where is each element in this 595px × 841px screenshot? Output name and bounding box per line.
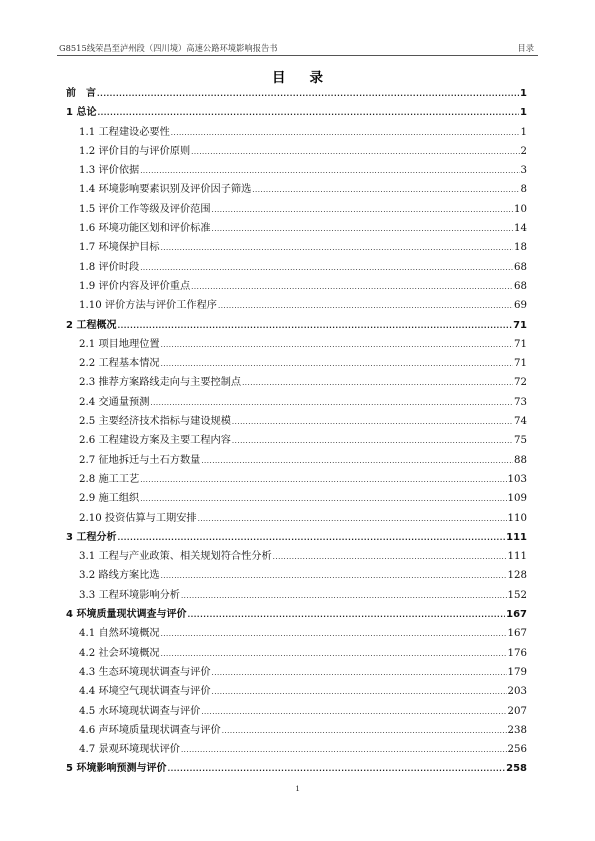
toc-chapter-entry[interactable] (66, 84, 527, 103)
toc-dot-leader (212, 223, 514, 234)
toc-section-entry[interactable] (66, 682, 527, 701)
toc-dot-leader (242, 377, 513, 388)
toc-dot-leader (150, 397, 513, 408)
page-header (57, 41, 538, 56)
toc-entry-title: 1 总论 (66, 107, 97, 119)
toc-section-entry[interactable] (66, 296, 527, 315)
toc-dot-leader (97, 88, 519, 99)
toc-entry-title: 2.4 交通量预测 (79, 396, 150, 408)
toc-section-entry[interactable] (66, 566, 527, 585)
toc-section-entry[interactable] (66, 354, 527, 373)
toc-dot-leader (191, 146, 519, 157)
toc-section-entry[interactable] (66, 644, 527, 663)
toc-chapter-entry[interactable] (66, 103, 527, 122)
toc-entry-page: 176 (507, 647, 527, 659)
toc-entry-title: 2.6 工程建设方案及主要工程内容 (79, 435, 231, 447)
toc-entry-page: 75 (514, 435, 527, 447)
toc-entry-page: 1 (520, 126, 527, 138)
toc-section-entry[interactable] (66, 142, 527, 161)
toc-dot-leader (140, 262, 513, 273)
toc-entry-page: 111 (506, 531, 527, 543)
toc-entry-title: 4.7 景观环境现状评价 (79, 744, 180, 756)
toc-entry-page: 71 (514, 358, 527, 370)
toc-entry-page: 69 (514, 300, 527, 312)
toc-entry-title: 1.7 环境保护目标 (79, 242, 160, 254)
toc-dot-leader (181, 744, 507, 755)
toc-entry-title: 2.1 项目地理位置 (79, 338, 160, 350)
toc-dot-leader (167, 763, 505, 774)
toc-entry-title: 2.7 征地拆迁与土石方数量 (79, 454, 201, 466)
toc-dot-leader (201, 455, 513, 466)
toc-entry-title: 1.4 环境影响要素识别及评价因子筛选 (79, 184, 252, 196)
toc-section-entry[interactable] (66, 663, 527, 682)
toc-section-entry[interactable] (66, 586, 527, 605)
toc-section-entry[interactable] (66, 431, 527, 450)
toc-section-entry[interactable] (66, 238, 527, 257)
header-document-title: G8515线荣昌至泸州段（四川境）高速公路环境影响报告书 (59, 43, 278, 53)
toc-entry-page: 152 (507, 589, 527, 601)
toc-entry-page: 73 (514, 396, 527, 408)
toc-entry-title: 5 环境影响预测与评价 (66, 763, 167, 775)
toc-entry-page: 14 (514, 223, 527, 235)
toc-dot-leader (218, 300, 513, 311)
toc-entry-title: 4.3 生态环境现状调查与评价 (79, 666, 211, 678)
toc-chapter-entry[interactable] (66, 316, 527, 335)
toc-section-entry[interactable] (66, 470, 527, 489)
toc-entry-title: 2.10 投资估算与工期安排 (79, 512, 197, 524)
toc-entry-title: 1.1 工程建设必要性 (79, 126, 170, 138)
toc-dot-leader (198, 513, 507, 524)
toc-entry-title: 2.9 施工组织 (79, 493, 140, 505)
page-number: 1 (295, 783, 300, 793)
toc-section-entry[interactable] (66, 393, 527, 412)
toc-entry-title: 1.9 评价内容及评价重点 (79, 280, 191, 292)
toc-dot-leader (117, 532, 505, 543)
toc-entry-page: 8 (520, 184, 527, 196)
toc-dot-leader (191, 281, 513, 292)
toc-dot-leader (201, 706, 506, 717)
toc-entry-title: 2.8 施工工艺 (79, 473, 140, 485)
toc-dot-leader (117, 320, 512, 331)
toc-section-entry[interactable] (66, 489, 527, 508)
toc-entry-title: 2 工程概况 (66, 319, 117, 331)
toc-entry-page: 167 (506, 609, 527, 621)
toc-section-entry[interactable] (66, 258, 527, 277)
toc-entry-page: 1 (520, 88, 527, 99)
toc-dot-leader (97, 107, 519, 118)
toc-section-entry[interactable] (66, 180, 527, 199)
toc-dot-leader (161, 648, 507, 659)
toc-entry-title: 4.2 社会环境概况 (79, 647, 160, 659)
toc-entry-page: 72 (514, 377, 527, 389)
toc-dot-leader (181, 590, 507, 601)
toc-chapter-entry[interactable] (66, 759, 527, 778)
toc-entry-title: 4.4 环境空气现状调查与评价 (79, 686, 211, 698)
toc-entry-page: 88 (514, 454, 527, 466)
toc-dot-leader (222, 725, 507, 736)
toc-entry-title: 3 工程分析 (66, 531, 117, 543)
toc-entry-title: 3.2 路线方案比选 (79, 570, 160, 582)
toc-chapter-entry[interactable] (66, 605, 527, 624)
toc-dot-leader (212, 204, 514, 215)
toc-dot-leader (187, 609, 505, 620)
toc-section-entry[interactable] (66, 451, 527, 470)
toc-entry-page: 207 (507, 705, 527, 717)
toc-entry-page: 256 (507, 744, 527, 756)
toc-entry-page: 71 (514, 338, 527, 350)
toc-entry-page: 2 (520, 145, 527, 157)
toc-entry-title: 3.1 工程与产业政策、相关规划符合性分析 (79, 551, 272, 563)
toc-section-entry[interactable] (66, 373, 527, 392)
table-of-contents (66, 84, 527, 779)
toc-dot-leader (140, 474, 506, 485)
toc-entry-page: 71 (513, 319, 527, 331)
toc-section-entry[interactable] (66, 200, 527, 219)
toc-entry-page: 18 (514, 242, 527, 254)
toc-dot-leader (161, 570, 507, 581)
toc-dot-leader (232, 435, 513, 446)
toc-dot-leader (212, 667, 507, 678)
toc-entry-title: 4.6 声环境质量现状调查与评价 (79, 724, 221, 736)
toc-dot-leader (161, 242, 513, 253)
toc-section-entry[interactable] (66, 335, 527, 354)
toc-dot-leader (171, 127, 520, 138)
toc-entry-page: 258 (506, 763, 527, 775)
toc-section-entry[interactable] (66, 547, 527, 566)
toc-section-entry[interactable] (66, 509, 527, 528)
toc-section-entry[interactable] (66, 123, 527, 142)
toc-entry-page: 68 (514, 280, 527, 292)
toc-entry-page: 3 (520, 165, 527, 177)
toc-entry-title: 1.6 环境功能区划和评价标准 (79, 223, 211, 235)
toc-dot-leader (273, 551, 507, 562)
toc-dot-leader (140, 493, 506, 504)
toc-title: 目录 (272, 70, 347, 86)
toc-section-entry[interactable] (66, 721, 527, 740)
toc-dot-leader (232, 416, 513, 427)
toc-dot-leader (161, 339, 513, 350)
toc-entry-title: 2.2 工程基本情况 (79, 358, 160, 370)
toc-entry-title: 1.3 评价依据 (79, 165, 140, 177)
toc-entry-page: 1 (520, 107, 527, 119)
toc-entry-page: 167 (507, 628, 527, 640)
toc-section-entry[interactable] (66, 624, 527, 643)
toc-entry-page: 109 (507, 493, 527, 505)
toc-section-entry[interactable] (66, 161, 527, 180)
toc-entry-title: 1.8 评价时段 (79, 261, 140, 273)
toc-section-entry[interactable] (66, 219, 527, 238)
toc-entry-page: 179 (507, 666, 527, 678)
toc-chapter-entry[interactable] (66, 528, 527, 547)
toc-dot-leader (161, 628, 507, 639)
toc-entry-title: 1.10 评价方法与评价工作程序 (79, 300, 217, 312)
toc-entry-page: 238 (507, 724, 527, 736)
toc-entry-page: 111 (507, 551, 527, 563)
toc-section-entry[interactable] (66, 740, 527, 759)
toc-dot-leader (161, 358, 513, 369)
toc-entry-page: 103 (507, 473, 527, 485)
toc-entry-title: 4.1 自然环境概况 (79, 628, 160, 640)
toc-entry-page: 74 (514, 416, 527, 428)
toc-section-entry[interactable] (66, 702, 527, 721)
toc-dot-leader (252, 184, 519, 195)
toc-entry-title: 3.3 工程环境影响分析 (79, 589, 180, 601)
toc-entry-page: 128 (507, 570, 527, 582)
toc-section-entry[interactable] (66, 412, 527, 431)
toc-entry-page: 203 (507, 686, 527, 698)
toc-section-entry[interactable] (66, 277, 527, 296)
toc-entry-title: 前 言 (66, 88, 96, 99)
toc-entry-title: 2.3 推荐方案路线走向与主要控制点 (79, 377, 242, 389)
toc-entry-title: 1.2 评价目的与评价原则 (79, 145, 191, 157)
toc-entry-page: 68 (514, 261, 527, 273)
toc-entry-title: 2.5 主要经济技术指标与建设规模 (79, 416, 231, 428)
header-section-label: 目录 (517, 43, 534, 53)
toc-entry-page: 110 (507, 512, 527, 524)
toc-dot-leader (140, 165, 519, 176)
toc-entry-page: 10 (514, 203, 527, 215)
toc-entry-title: 4 环境质量现状调查与评价 (66, 609, 187, 621)
toc-entry-title: 1.5 评价工作等级及评价范围 (79, 203, 211, 215)
toc-entry-title: 4.5 水环境现状调查与评价 (79, 705, 201, 717)
toc-dot-leader (212, 686, 507, 697)
